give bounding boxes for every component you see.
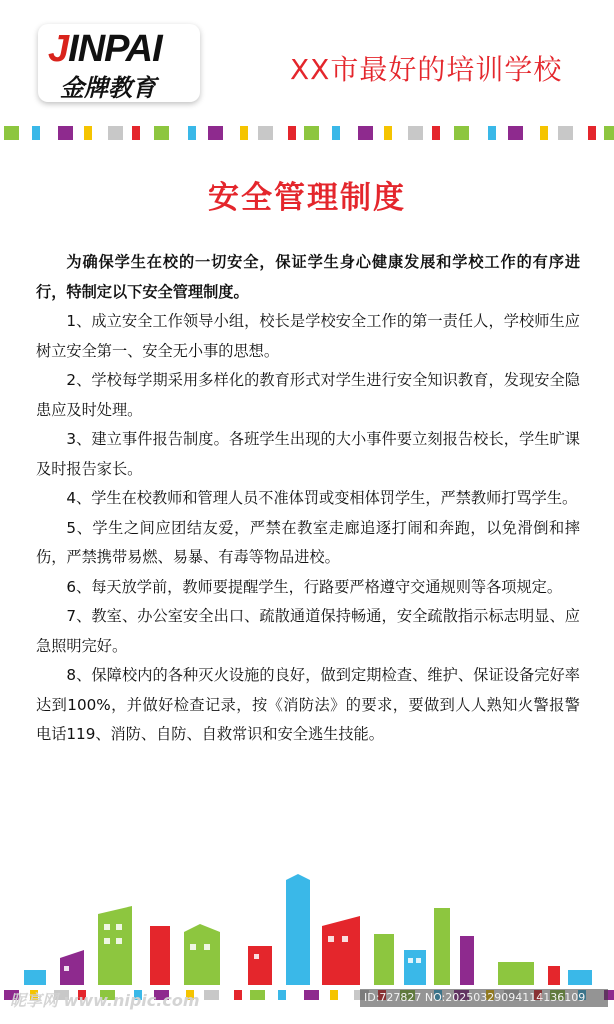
stripe-segment xyxy=(384,126,392,140)
building xyxy=(322,916,360,926)
building xyxy=(150,926,170,985)
stripe-segment xyxy=(240,126,248,140)
intro-paragraph: 为确保学生在校的一切安全，保证学生身心健康发展和学校工作的有序进行，特制定以下安全管理制度。 xyxy=(36,253,580,301)
window xyxy=(104,924,110,930)
stripe-segment xyxy=(288,126,296,140)
stripe-segment xyxy=(604,126,614,140)
rule-item-6: 6、每天放学前，教师要提醒学生，行路要严格遵守交通规则等各项规定。 xyxy=(66,577,563,596)
building xyxy=(322,926,360,985)
stripe-segment xyxy=(58,126,73,140)
stripe-segment xyxy=(330,990,338,1000)
window xyxy=(104,938,110,944)
window xyxy=(64,966,69,971)
watermark-site: 昵享网 www.nipic.com xyxy=(10,991,200,1010)
logo-english: JINPAI xyxy=(48,28,162,70)
building xyxy=(434,908,450,985)
logo-chinese: 金牌教育 xyxy=(60,74,156,102)
building xyxy=(184,924,220,932)
stripe-segment xyxy=(154,126,169,140)
window xyxy=(116,938,122,944)
stripe-segment xyxy=(132,126,140,140)
building xyxy=(404,950,426,985)
stripe-segment xyxy=(208,126,223,140)
rule-item-5: 5、学生之间应团结友爱，严禁在教室走廊追逐打闹和奔跑，以免滑倒和摔伤，严禁携带易燃、易暴、有毒等物品进校。 xyxy=(36,518,580,566)
rule-item-8: 8、保障校内的各种灭火设施的良好，做到定期检查、维护、保证设备完好率达到100%，并做好检查记录，按《消防法》的要求，要做到人人熟知火警报警电话119、消防、自防、自救常识和安全逃生技能。 xyxy=(36,666,580,743)
rules-body xyxy=(36,248,580,750)
stripe-segment xyxy=(204,990,219,1000)
stripe-segment xyxy=(488,126,496,140)
building xyxy=(98,914,132,985)
building xyxy=(286,880,310,985)
stripe-segment xyxy=(558,126,573,140)
stripe-segment xyxy=(304,126,319,140)
decorative-stripe-top xyxy=(0,126,614,140)
building xyxy=(248,946,272,985)
stripe-segment xyxy=(332,126,340,140)
stripe-segment xyxy=(234,990,242,1000)
building xyxy=(60,950,84,958)
stripe-segment xyxy=(540,126,548,140)
stripe-segment xyxy=(188,126,196,140)
rule-item-1: 1、成立安全工作领导小组，校长是学校安全工作的第一责任人，学校师生应树立安全第一、安全无小事的思想。 xyxy=(36,312,580,360)
stripe-segment xyxy=(4,126,19,140)
building xyxy=(568,970,592,985)
rule-item-4: 4、学生在校教师和管理人员不准体罚或变相体罚学生，严禁教师打骂学生。 xyxy=(66,489,578,507)
rule-item-3: 3、建立事件报告制度。各班学生出现的大小事件要立刻报告校长，学生旷课及时报告家长。 xyxy=(36,430,580,478)
stripe-segment xyxy=(588,126,596,140)
stripe-segment xyxy=(454,126,469,140)
window xyxy=(408,958,413,963)
stripe-segment xyxy=(32,126,40,140)
building xyxy=(498,962,534,985)
stripe-segment xyxy=(84,126,92,140)
stripe-segment xyxy=(408,126,423,140)
page-title: 安全管理制度 xyxy=(208,180,406,216)
stripe-segment xyxy=(432,126,440,140)
stripe-segment xyxy=(258,126,273,140)
stripe-segment xyxy=(508,126,523,140)
building xyxy=(548,966,560,985)
logo xyxy=(38,24,200,102)
building xyxy=(60,958,84,985)
stripe-segment xyxy=(250,990,265,1000)
window xyxy=(254,954,259,959)
window xyxy=(416,958,421,963)
rule-item-7: 7、教室、办公室安全出口、疏散通道保持畅通，安全疏散指示标志明显、应急照明完好。 xyxy=(36,607,580,655)
building xyxy=(184,932,220,985)
building xyxy=(98,906,132,914)
building xyxy=(286,874,310,880)
stripe-segment xyxy=(358,126,373,140)
window xyxy=(116,924,122,930)
school-slogan: XX市最好的培训学校 xyxy=(290,53,563,86)
watermark-id: ID:727827 NO:20250329094114136109 xyxy=(360,989,608,1007)
building xyxy=(374,934,394,985)
stripe-segment xyxy=(278,990,286,1000)
stripe-segment xyxy=(304,990,319,1000)
rule-item-2: 2、学校每学期采用多样化的教育形式对学生进行安全知识教育，发现安全隐患应及时处理。 xyxy=(36,371,580,419)
window xyxy=(190,944,196,950)
window xyxy=(328,936,334,942)
stripe-segment xyxy=(108,126,123,140)
window xyxy=(342,936,348,942)
building xyxy=(460,936,474,985)
window xyxy=(204,944,210,950)
building xyxy=(24,970,46,985)
city-skyline-illustration xyxy=(0,870,614,985)
